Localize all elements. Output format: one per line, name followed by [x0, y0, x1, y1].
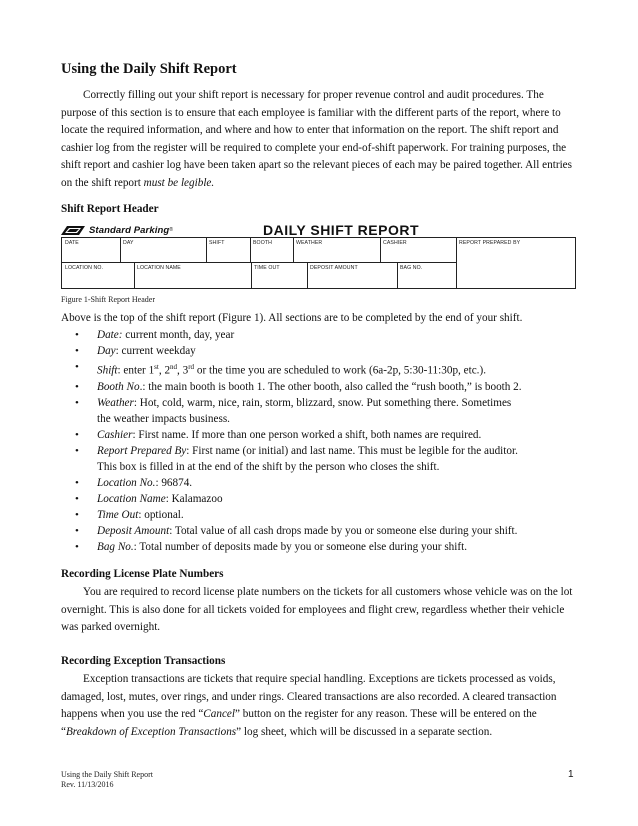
log-sheet-name: Breakdown of Exception Transactions [65, 725, 237, 738]
intro-paragraph [61, 87, 581, 193]
report-title: DAILY SHIFT REPORT [263, 222, 420, 238]
bullet-icon: • [75, 345, 79, 357]
list-item: • Location No.: 96874. [75, 476, 193, 489]
list-item: • Time Out: optional. [75, 508, 184, 521]
bullet-icon: • [75, 428, 79, 441]
logo-arrow-icon [61, 224, 85, 236]
bullet-icon: • [75, 476, 79, 489]
grid-col-divider [307, 262, 308, 289]
field-list [61, 327, 576, 555]
grid-col-divider [397, 262, 398, 289]
cell-location-name: LOCATION NAME [137, 265, 181, 271]
bullet-icon: • [75, 444, 79, 457]
list-item: • Weather: Hot, cold, warm, nice, rain, storm, blizzard, snow. Put something there. Sometimes the weather impacts business. [75, 396, 512, 425]
grid-col-divider [250, 238, 251, 262]
grid-col-divider [293, 238, 294, 262]
bullet-icon: • [75, 492, 79, 505]
grid-col-divider [134, 262, 135, 289]
footer-revision: Rev. 11/13/2016 [61, 780, 114, 789]
list-item: • Deposit Amount: Total value of all cash drops made by you or someone else during your shift. [75, 524, 518, 537]
cancel-term: Cancel [203, 708, 235, 721]
license-heading: Recording License Plate Numbers [61, 568, 224, 580]
shift-header-heading: Shift Report Header [61, 203, 159, 215]
list-item: • Cashier: First name. If more than one person worked a shift, both names are required. [75, 428, 482, 441]
bullet-icon: • [75, 524, 79, 537]
intro-text: Correctly filling out your shift report is necessary for proper revenue control and audit procedures. The purpose of this section is to ensure that each employee is familiar with the different parts of the report, where to locate the required information, and where and how to enter that information on the report. The shift report and cashier log from the register will be required to complete your end-of-shift paperwork. For training purposes, the shift report and cashier log have been taken apart so the relevant pieces of each may be paired together. All entries on the shift report [61, 89, 572, 189]
exception-heading: Recording Exception Transactions [61, 655, 226, 667]
cell-shift: SHIFT [209, 240, 225, 246]
shift-report-header-figure [61, 223, 576, 289]
grid-col-divider [456, 238, 457, 289]
bullet-icon: • [75, 540, 79, 553]
cell-cashier: CASHIER [383, 240, 407, 246]
exception-paragraph: Exception transactions are tickets that require special handling. Exceptions are tickets processed as voids, damaged, lost, mutes, over rings, and under rings. Cleared transactions are also recorded. A cleared transaction happens when you use the red “Cancel” button on the register for any reason. These will be entered on the “Breakdown of Exception Transactions” log sheet, which will be discussed in a separate section. [61, 673, 557, 738]
page-number: 1 [568, 769, 574, 780]
report-header-grid [61, 237, 576, 289]
grid-col-divider [120, 238, 121, 262]
license-paragraph: You are required to record license plate numbers on the tickets for all customers whose vehicle was on the lot overnight. This is also done for all tickets voided for employees and flight crew, regardless whether their vehicle was parked overnight. [61, 586, 573, 634]
logo-text: Standard Parking [89, 224, 170, 236]
cell-bag-no: BAG NO. [400, 265, 423, 271]
cell-day: DAY [123, 240, 134, 246]
cell-booth: BOOTH [253, 240, 272, 246]
footer [61, 770, 153, 790]
bullet-icon: • [75, 508, 79, 521]
intro-emphasis: must be legible. [143, 176, 215, 189]
page-title: Using the Daily Shift Report [61, 61, 237, 77]
footer-title: Using the Daily Shift Report [61, 770, 153, 779]
grid-col-divider [380, 238, 381, 262]
list-item: • Bag No.: Total number of deposits made by you or someone else during your shift. [75, 540, 468, 553]
standard-parking-logo [61, 223, 173, 237]
list-item: • Booth No.: the main booth is booth 1. The other booth, also called the “rush booth,” is booth 2. [75, 380, 522, 393]
list-item: • Location Name: Kalamazoo [75, 492, 223, 505]
bullet-icon: • [75, 380, 79, 393]
cell-report-prepared-by: REPORT PREPARED BY [459, 240, 521, 246]
logo-registered-mark: ® [169, 227, 174, 233]
cell-time-out: TIME OUT [254, 265, 280, 271]
list-item: • Report Prepared By: First name (or initial) and last name. This must be legible for the auditor. This box is filled in at the end of the shift by the person who closes the shift. [75, 444, 518, 473]
bullet-icon: • [75, 361, 79, 373]
cell-date: DATE [65, 240, 79, 246]
list-item: • Day: current weekday [75, 345, 196, 357]
bullet-icon: • [75, 329, 79, 341]
lead-text: Above is the top of the shift report (Figure 1). All sections are to be completed by the end of your shift. [61, 312, 523, 324]
cell-weather: WEATHER [296, 240, 323, 246]
grid-col-divider [206, 238, 207, 262]
figure-caption: Figure 1-Shift Report Header [61, 295, 155, 304]
grid-col-divider [251, 262, 252, 289]
cell-location-no: LOCATION NO. [65, 265, 103, 271]
bullet-icon: • [75, 396, 79, 409]
cell-deposit-amount: DEPOSIT AMOUNT [310, 265, 358, 271]
list-item: • Shift: enter 1st, 2nd, 3rd or the time you are scheduled to work (6a-2p, 5:30-11:30p, etc.). [75, 361, 486, 377]
list-item: • Date: current month, day, year [75, 329, 235, 341]
